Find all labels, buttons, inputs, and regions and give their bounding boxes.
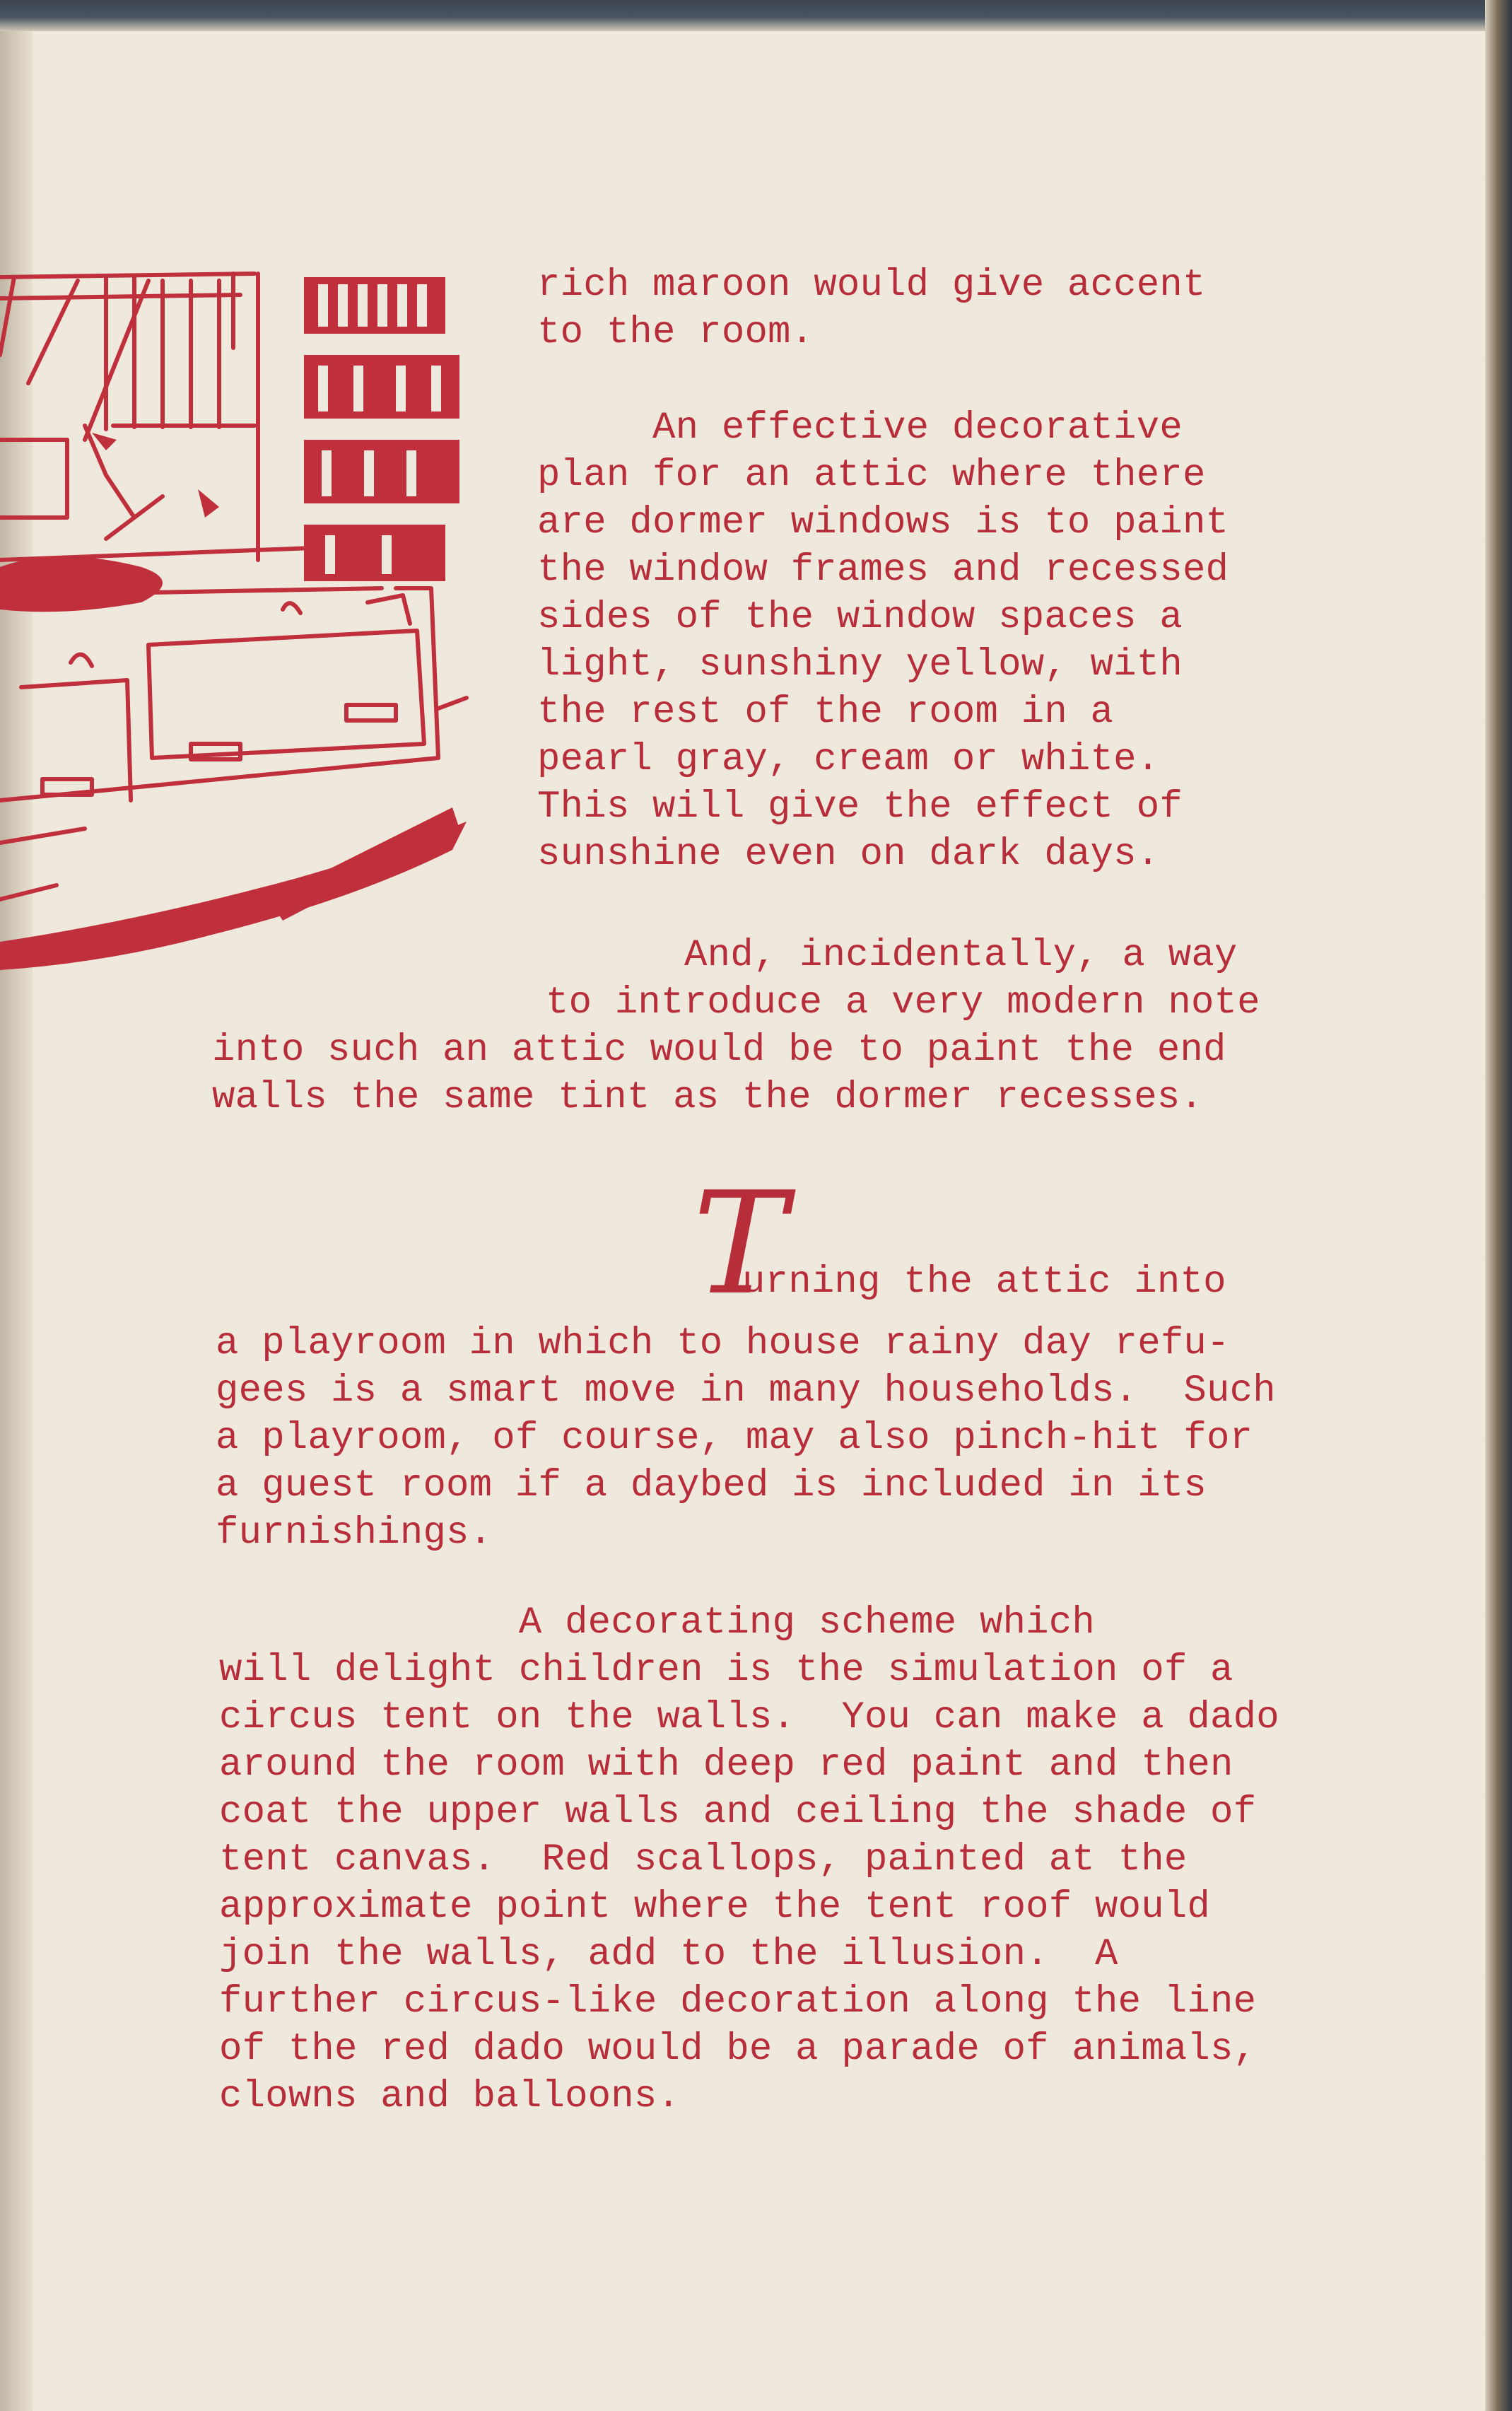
paragraph-4-line-3: gees is a smart move in many households. Such: [216, 1370, 1276, 1413]
paragraph-3-line-2: to introduce a very modern note: [546, 981, 1260, 1024]
paragraph-1-line-1: rich maroon would give accent: [537, 264, 1206, 307]
paragraph-2-line-5: sides of the window spaces a: [537, 596, 1183, 639]
paragraph-1-line-2: to the room.: [537, 311, 814, 354]
paragraph-5-line-11: clowns and balloons.: [219, 2075, 681, 2118]
attic-daybed-illustration-icon: [0, 263, 481, 970]
paragraph-5-line-5: coat the upper walls and ceiling the shade of: [219, 1791, 1257, 1834]
paragraph-5-line-4: around the room with deep red paint and then: [219, 1744, 1233, 1787]
paragraph-2-line-3: are dormer windows is to paint: [537, 501, 1229, 544]
paragraph-4-line-2: a playroom in which to house rainy day refu-: [216, 1322, 1230, 1365]
paragraph-4-line-6: furnishings.: [216, 1512, 493, 1555]
paragraph-2-line-7: the rest of the room in a: [537, 691, 1114, 734]
paragraph-5-line-6: tent canvas. Red scallops, painted at the: [219, 1838, 1188, 1881]
paragraph-2-line-2: plan for an attic where there: [537, 454, 1206, 497]
paragraph-2-line-1: An effective decorative: [537, 407, 1183, 450]
paragraph-2-line-10: sunshine even on dark days.: [537, 833, 1160, 876]
paragraph-5-line-10: of the red dado would be a parade of animals,: [219, 2028, 1257, 2071]
drop-cap-letter: T: [693, 1162, 787, 1326]
paragraph-3-line-1: And, incidentally, a way: [684, 934, 1238, 977]
paragraph-3-line-3: into such an attic would be to paint the end: [212, 1029, 1226, 1072]
paragraph-4-line-4: a playroom, of course, may also pinch-hit for: [216, 1417, 1253, 1460]
paragraph-5-line-2: will delight children is the simulation of a: [219, 1649, 1233, 1692]
paragraph-2-line-9: This will give the effect of: [537, 786, 1183, 829]
paragraph-5-line-7: approximate point where the tent roof would: [219, 1886, 1211, 1929]
paragraph-3-line-4: walls the same tint as the dormer recesses.: [212, 1076, 1204, 1119]
book-cover-edge: [1485, 0, 1512, 2411]
paragraph-5-line-9: further circus-like decoration along the line: [219, 1980, 1257, 2024]
paragraph-5-line-1: A decorating scheme which: [219, 1601, 1096, 1645]
paragraph-2-line-6: light, sunshiny yellow, with: [537, 643, 1183, 687]
page-top-edge: [0, 0, 1512, 31]
paragraph-5-line-3: circus tent on the walls. You can make a dado: [219, 1696, 1279, 1739]
paragraph-2-line-4: the window frames and recessed: [537, 549, 1229, 592]
paragraph-2-line-8: pearl gray, cream or white.: [537, 738, 1160, 781]
paragraph-5-line-8: join the walls, add to the illusion. A: [219, 1933, 1118, 1976]
paragraph-4-line-5: a guest room if a daybed is included in its: [216, 1464, 1207, 1507]
paragraph-4-line-1: urning the attic into: [742, 1261, 1226, 1304]
